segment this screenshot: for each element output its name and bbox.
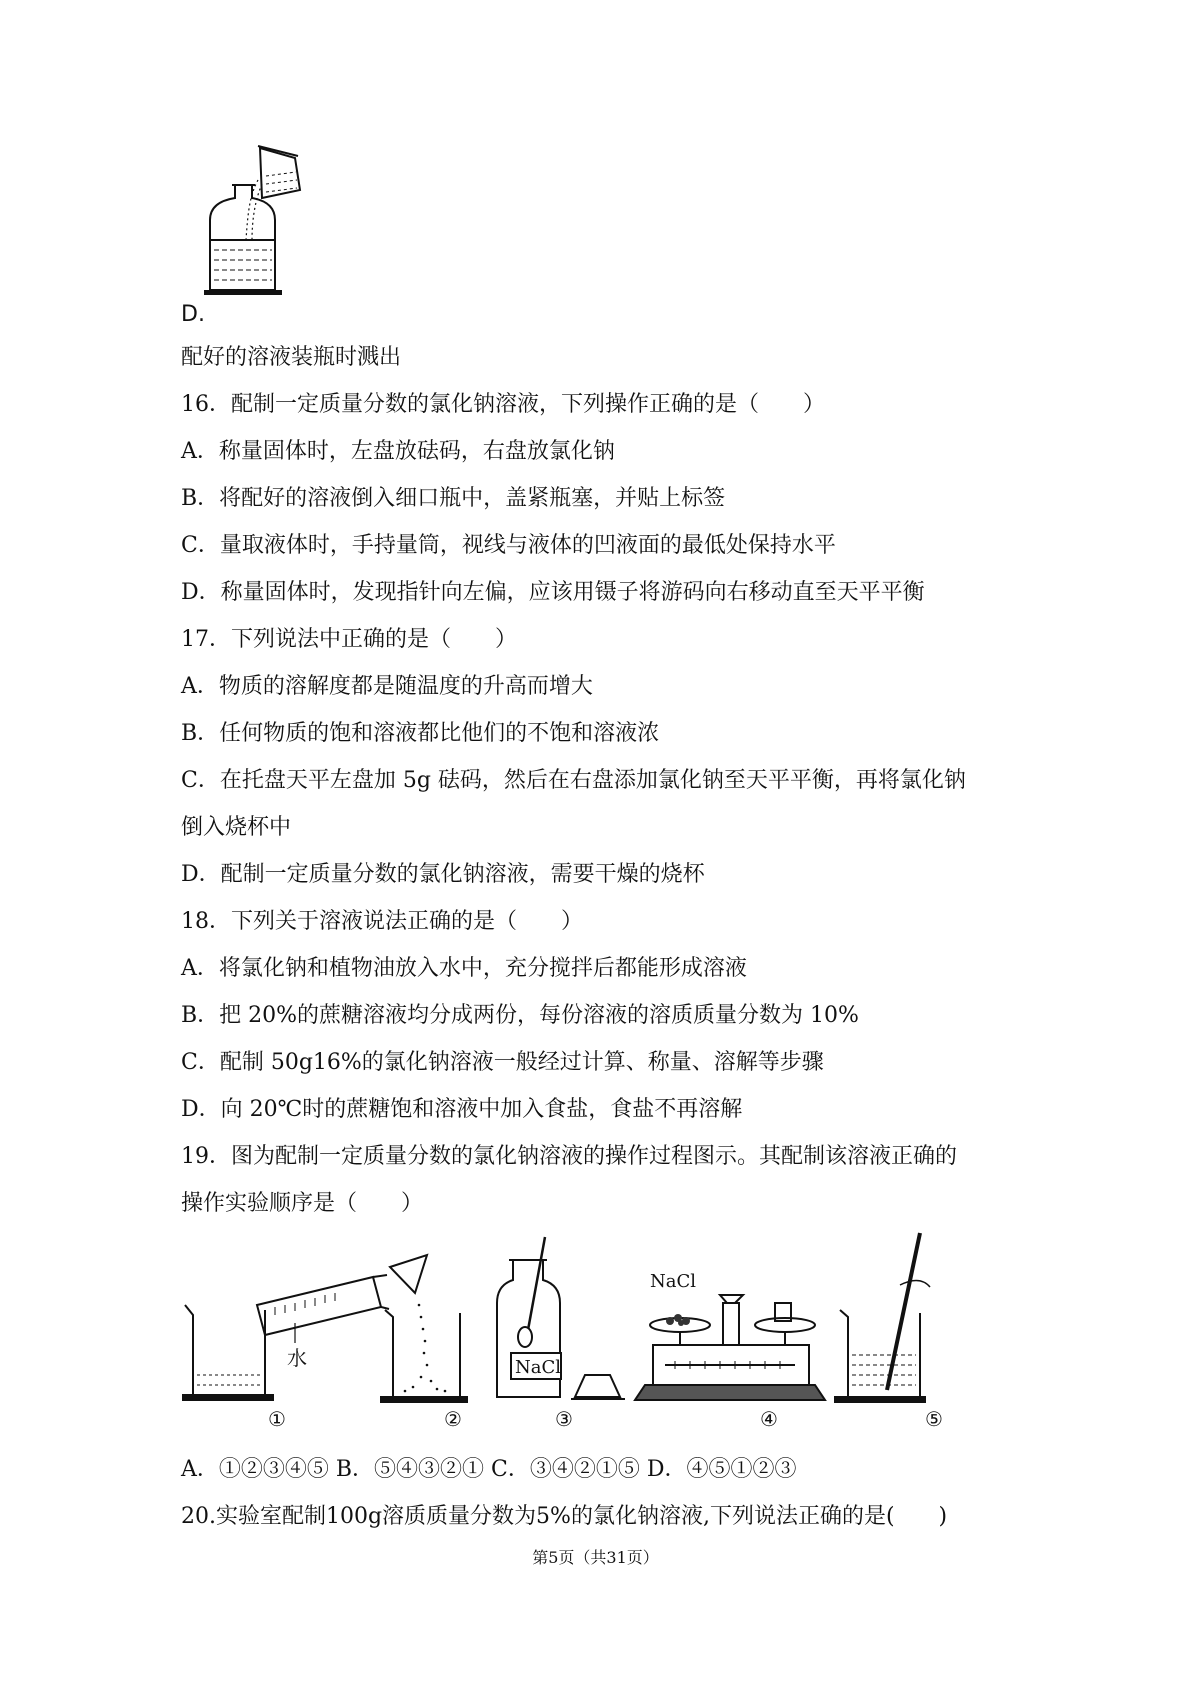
q18-stem: 18．下列关于溶液说法正确的是（ ） xyxy=(181,909,583,934)
q17-stem: 17．下列说法中正确的是（ ） xyxy=(181,627,517,652)
pouring-bottle-figure xyxy=(200,140,330,310)
water-label: 水 xyxy=(287,1346,307,1370)
q18-option-b: B．把 20%的蔗糖溶液均分成两份，每份溶液的溶质质量分数为 10% xyxy=(181,1003,859,1028)
q17-option-b: B．任何物质的饱和溶液都比他们的不饱和溶液浓 xyxy=(181,721,660,746)
step-label-2: ② xyxy=(444,1407,462,1431)
page-footer: 第5页（共31页） xyxy=(532,1548,659,1567)
q16-stem: 16．配制一定质量分数的氯化钠溶液，下列操作正确的是（ ） xyxy=(181,392,825,417)
q16-option-b: B．将配好的溶液倒入细口瓶中，盖紧瓶塞，并贴上标签 xyxy=(181,486,726,511)
q16-option-d: D．称量固体时，发现指针向左偏，应该用镊子将游码向右移动直至天平平衡 xyxy=(181,580,925,605)
nacl-balance-label: NaCl xyxy=(650,1271,697,1292)
step-label-4: ④ xyxy=(760,1407,778,1431)
q17-option-d: D．配制一定质量分数的氯化钠溶液，需要干燥的烧杯 xyxy=(181,862,705,887)
bottle-stopper xyxy=(571,1375,625,1399)
q17-option-c: C．在托盘天平左盘加 5g 砝码，然后在右盘添加氯化钠至天平平衡，再将氯化钠 xyxy=(181,768,966,793)
q20-stem: 20.实验室配制100g溶质质量分数为5%的氯化钠溶液,下列说法正确的是( ) xyxy=(181,1504,948,1529)
option-d-label: D. xyxy=(181,302,205,327)
q18-option-c: C．配制 50g16%的氯化钠溶液一般经过计算、称量、溶解等步骤 xyxy=(181,1050,824,1075)
q19-answer-options: A．①②③④⑤ B．⑤④③②① C．③④②①⑤ D．④⑤①②③ xyxy=(181,1457,797,1482)
q16-option-a: A．称量固体时，左盘放砝码，右盘放氯化钠 xyxy=(181,439,615,464)
q17-option-c-cont: 倒入烧杯中 xyxy=(181,815,292,840)
step-label-5: ⑤ xyxy=(925,1407,943,1431)
q18-option-a: A．将氯化钠和植物油放入水中，充分搅拌后都能形成溶液 xyxy=(181,956,747,981)
q18-option-d: D．向 20℃时的蔗糖饱和溶液中加入食盐，食盐不再溶解 xyxy=(181,1097,743,1122)
q19-stem-line2: 操作实验顺序是（ ） xyxy=(181,1191,424,1216)
step4-balance xyxy=(635,1295,825,1400)
q17-option-a: A．物质的溶解度都是随温度的升高而增大 xyxy=(181,674,593,699)
step-label-1: ① xyxy=(268,1407,286,1431)
figure-caption: 配好的溶液装瓶时溅出 xyxy=(181,345,402,370)
step5-stir xyxy=(835,1233,930,1402)
step1-pour-water xyxy=(183,1275,389,1400)
nacl-bottle-label: NaCl xyxy=(515,1357,562,1378)
q19-stem-line1: 19．图为配制一定质量分数的氯化钠溶液的操作过程图示。其配制该溶液正确的 xyxy=(181,1144,957,1169)
q16-option-c: C．量取液体时，手持量筒，视线与液体的凹液面的最低处保持水平 xyxy=(181,533,836,558)
q19-procedure-figure xyxy=(175,1225,1045,1430)
step-label-3: ③ xyxy=(555,1407,573,1431)
